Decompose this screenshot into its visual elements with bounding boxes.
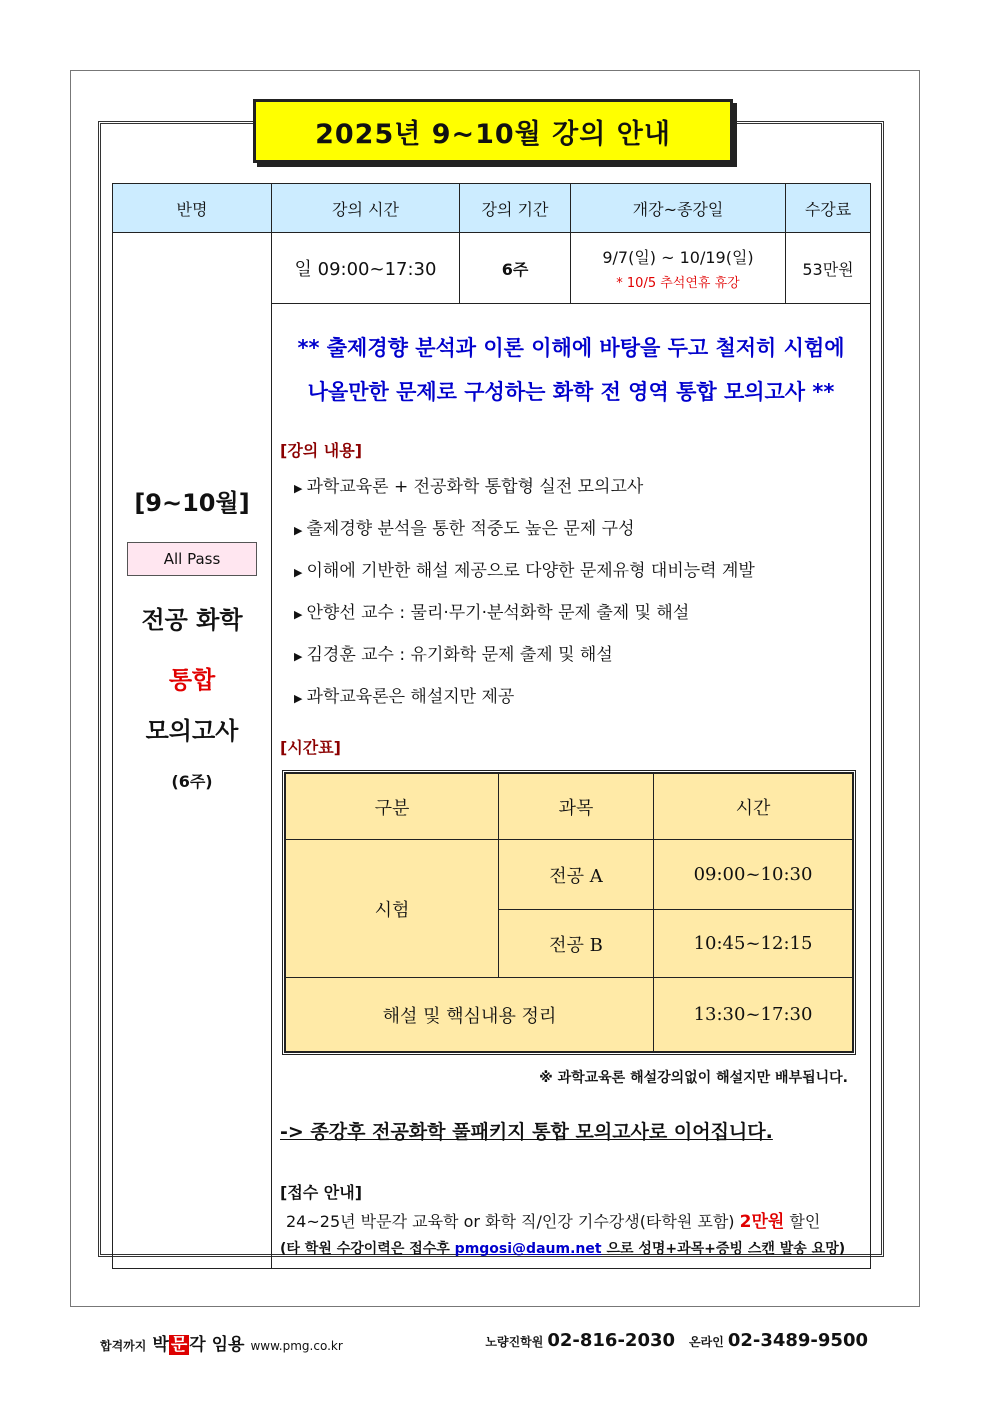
registration-text: 24~25년 박문각 교육학 or 화학 직/인강 기수강생(타학원 포함) [286, 1212, 735, 1231]
tt-header-type: 구분 [286, 774, 499, 840]
timetable [285, 773, 853, 1052]
registration-instructions [280, 1238, 870, 1258]
list-item-text: 김경훈 교수 : 유기화학 문제 출제 및 해설 [306, 645, 613, 665]
list-item-text: 과학교육론은 해설지만 제공 [306, 687, 515, 707]
class-line1: 전공 화학 [141, 606, 243, 634]
tt-time: 10:45~12:15 [654, 910, 853, 978]
tt-subject: 전공 B [499, 910, 654, 978]
header-time: 강의 시간 [272, 184, 460, 233]
headline [272, 326, 870, 414]
list-item [294, 467, 870, 509]
registration-text: 으로 성명+과목+증빙 스캔 발송 요망) [606, 1241, 846, 1257]
bullet-icon: ▶ [294, 608, 303, 621]
course-dates: 9/7(일) ~ 10/19(일) [602, 248, 754, 267]
header-fee: 수강료 [786, 184, 871, 233]
brand-logo [152, 1330, 244, 1355]
tt-subject: 전공 A [499, 840, 654, 910]
tt-time: 09:00~10:30 [654, 840, 853, 910]
class-line2: 통합 [168, 666, 216, 694]
list-item [294, 635, 870, 677]
tt-header-time: 시간 [654, 774, 853, 840]
brand-text: 각 [189, 1335, 206, 1355]
class-line3: 모의고사 [145, 717, 239, 745]
brand-text: 문 [170, 1335, 188, 1355]
header-row [113, 184, 871, 233]
email-link[interactable]: pmgosi@daum.net [454, 1241, 602, 1257]
list-item [294, 551, 870, 593]
content-list [294, 467, 870, 719]
brand-text: 임용 [205, 1335, 245, 1355]
table-row [286, 978, 853, 1052]
course-dates-cell [571, 233, 786, 304]
table-row [286, 840, 853, 910]
class-name-cell [113, 233, 272, 1269]
online-label: 온라인 [689, 1335, 724, 1349]
tt-review: 해설 및 핵심내용 정리 [286, 978, 654, 1052]
footer-slogan: 합격까지 [100, 1339, 147, 1353]
online-phone: 02-3489-9500 [727, 1330, 868, 1351]
course-dates-note: * 10/5 추석연휴 휴강 [616, 276, 740, 291]
timetable-frame [282, 770, 856, 1055]
class-period: [9~10월] [134, 489, 250, 517]
continuation-text: -> 종강후 전공화학 풀패키지 통합 모의고사로 이어집니다. [280, 1121, 773, 1143]
course-row [113, 233, 871, 304]
tt-exam: 시험 [286, 840, 499, 978]
class-weeks: (6주) [171, 772, 213, 791]
header-dates: 개강~종강일 [571, 184, 786, 233]
page-title: 2025년 9~10월 강의 안내 [253, 99, 733, 163]
timetable-label: [시간표] [280, 738, 341, 757]
all-pass-badge: All Pass [127, 542, 257, 576]
list-item [294, 509, 870, 551]
list-item-text: 안향선 교수 : 물리·무기·분석화학 문제 출제 및 해설 [306, 603, 690, 623]
list-item [294, 677, 870, 719]
bullet-icon: ▶ [294, 692, 303, 705]
headline-line2: 나올만한 문제로 구성하는 화학 전 영역 통합 모의고사 ** [307, 380, 835, 404]
course-table [112, 183, 871, 1269]
footer-url[interactable]: www.pmg.co.kr [250, 1339, 343, 1353]
bullet-icon: ▶ [294, 566, 303, 579]
tt-header-subject: 과목 [499, 774, 654, 840]
header-duration: 강의 기간 [460, 184, 571, 233]
timetable-note: ※ 과학교육론 해설강의없이 해설지만 배부됩니다. [539, 1070, 848, 1086]
list-item-text: 출제경향 분석을 통한 적중도 높은 문제 구성 [306, 519, 635, 539]
registration-text: 할인 [789, 1212, 821, 1231]
brand-text: 박 [152, 1335, 169, 1355]
bullet-icon: ▶ [294, 650, 303, 663]
discount-amount: 2만원 [739, 1212, 785, 1232]
campus-phone: 02-816-2030 [547, 1330, 676, 1351]
headline-line1: ** 출제경향 분석과 이론 이해에 바탕을 두고 철저히 시험에 [297, 336, 845, 360]
footer-contacts [485, 1330, 868, 1351]
list-item-text: 이해에 기반한 해설 제공으로 다양한 문제유형 대비능력 계발 [306, 561, 755, 581]
registration-discount [286, 1207, 870, 1232]
header-class: 반명 [113, 184, 272, 233]
registration-text: (타 학원 수강이력은 접수후 [280, 1241, 450, 1257]
content-label: [강의 내용] [280, 441, 363, 460]
bullet-icon: ▶ [294, 524, 303, 537]
tt-review-time: 13:30~17:30 [654, 978, 853, 1052]
footer-brand [100, 1330, 343, 1355]
registration-label: [접수 안내] [280, 1183, 363, 1202]
bullet-icon: ▶ [294, 482, 303, 495]
course-time: 일 09:00~17:30 [272, 233, 460, 304]
campus-label: 노량진학원 [485, 1335, 544, 1349]
list-item [294, 593, 870, 635]
list-item-text: 과학교육론 + 전공화학 통합형 실전 모의고사 [306, 477, 644, 497]
course-fee: 53만원 [786, 233, 871, 304]
course-duration: 6주 [460, 233, 571, 304]
content-cell [272, 304, 871, 1269]
table-row [286, 774, 853, 840]
